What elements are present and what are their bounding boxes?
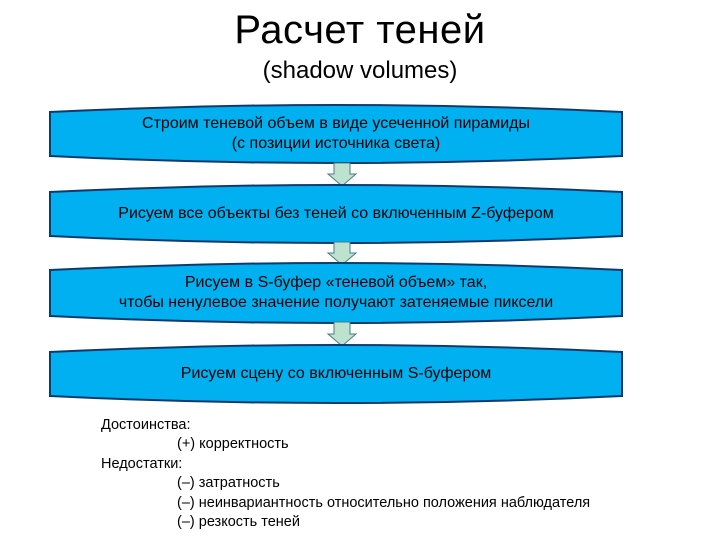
- disadvantage-item: (–) резкость теней: [177, 514, 300, 531]
- flow-arrow-2: [328, 242, 356, 265]
- step-4-line-1: Рисуем сцену со включенным S-буфером: [180, 365, 492, 382]
- disadvantage-item: (–) неинвариантность относительно положения наблюдателя: [177, 494, 591, 511]
- advantages-label: Достоинства:: [101, 417, 191, 433]
- slide-subtitle: (shadow volumes): [262, 57, 458, 84]
- step-3-line-1: Рисуем в S-буфер «теневой объем» так,: [184, 274, 488, 291]
- disadvantages-label: Недостатки:: [101, 455, 183, 472]
- flow-arrow-3: [328, 322, 356, 346]
- step-3-text: [50, 270, 622, 316]
- step-3-line-2: чтобы ненулевое значение получают затеняемые пиксели: [118, 294, 554, 311]
- step-2-line-1: Рисуем все объекты без теней со включенным Z-буфером: [118, 205, 554, 222]
- slide-title: Расчет теней: [234, 8, 486, 52]
- step-1-line-1: Строим теневой объем в виде усеченной пирамиды: [142, 115, 530, 132]
- pros-cons-notes: [101, 416, 590, 532]
- step-4-text: [50, 352, 622, 396]
- flow-arrow-1: [328, 163, 356, 186]
- advantage-item: (+) корректность: [177, 436, 289, 453]
- step-2-text: [50, 192, 622, 236]
- disadvantage-item: (–) затратность: [177, 475, 280, 492]
- step-1-line-2: (с позиции источника света): [231, 135, 441, 152]
- step-1-text: [50, 112, 622, 156]
